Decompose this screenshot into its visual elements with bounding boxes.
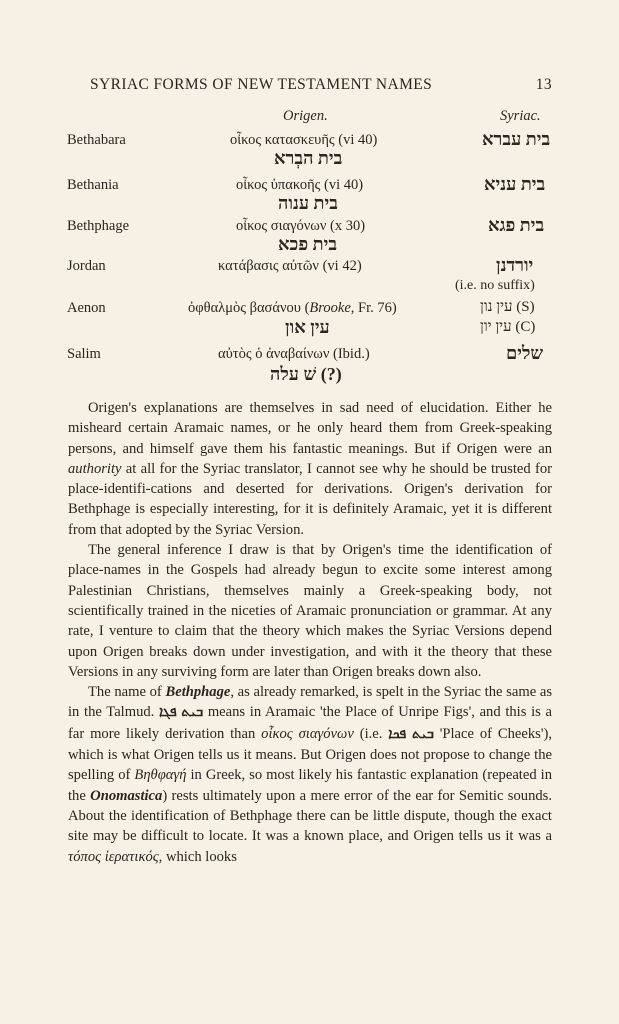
syriac-form: שלים: [506, 343, 544, 363]
table-row-sub: [0, 234, 619, 257]
place-name: Aenon: [67, 300, 106, 316]
origen-greek: ὀφθαλμὸς βασάνου (Brooke, Fr. 76): [188, 300, 397, 316]
greek-inline-3: τόπος ἱερατικός: [68, 848, 159, 865]
syriac-form: בית פגא: [488, 215, 545, 235]
origen-greek: οἶκος σιαγόνων (x 30): [236, 218, 366, 234]
origen-greek: οἶκος κατασκευῆς (vi 40): [230, 132, 378, 148]
syriac-form: יורדנן: [496, 255, 534, 275]
greek-inline-2: Βηθφαγή: [134, 767, 187, 784]
origen-hebrew: בית ענוה: [278, 193, 338, 213]
column-header-syriac: Syriac.: [500, 108, 541, 124]
table-row: [0, 343, 619, 366]
place-name: Bethphage: [67, 218, 130, 234]
origen-hebrew: בית פכא: [278, 234, 338, 254]
syriac-form-s: עין נון (S): [480, 299, 535, 315]
syriac-note: (i.e. no suffix): [455, 278, 535, 293]
syriac-form: בית עברא: [482, 129, 551, 149]
table-row-sub: [0, 317, 619, 340]
paragraph-2: The general inference I draw is that by Origen's time the identification of place-names in the Gospels had already begun to excite some interest among Palestinian Christians, themselves mainly a Greek-speaking body, not scientifically trained in the niceties of Aramaic pronunciation or grammar. At any rate, I venture to claim that the theory which makes the Syriac Versions depend upon Origen breaks down under investigation, and with it the theory that these Versions in any surviving form are later than Origen breaks down also.: [68, 542, 552, 680]
greek-inline-1: οἶκος σιαγόνων: [261, 725, 354, 742]
emphasis-authority: authority: [68, 460, 122, 477]
origen-greek: αὐτὸς ὁ ἀναβαίνων (Ibid.): [218, 346, 370, 362]
place-name: Salim: [67, 346, 101, 362]
place-name: Jordan: [67, 258, 106, 274]
column-header-origen: Origen.: [283, 108, 328, 124]
table-row-sub: [0, 193, 619, 216]
running-title: SYRIAC FORMS OF NEW TESTAMENT NAMES: [90, 76, 433, 93]
brooke-citation: Brooke: [309, 300, 351, 316]
paragraph-1: Origen's explanations are themselves in sad need of elucidation. Either he misheard certain Aramaic names, or he only heard them from Greek-speaking persons, and himself gave them his fantastic meanings. But if Origen were an authority at all for the Syriac translator, I cannot see why he should be trusted for place-identifi-cations and deserted for derivations. Origen's derivation for Bethphage is especially interesting, for it is definitely Aramaic, yet it is different from that adopted by the Syriac Version.: [68, 400, 552, 538]
syriac-inline-2: ܒܝܬ ܦܟܐ: [388, 726, 434, 742]
page-number: 13: [535, 76, 552, 93]
place-name: Bethabara: [67, 132, 126, 148]
origen-greek: οἶκος ὑπακοῆς (vi 40): [236, 177, 364, 193]
origen-greek: κατάβασις αὐτῶν (vi 42): [218, 258, 362, 274]
paragraph-3: The name of Bethphage, as already remarked, is spelt in the Syriac the same as in the Talmud. ܒܝܬ ܦܓܐ means in Aramaic 'the Place of Unripe Figs', and this is a far more likely derivation than οἶκος σιαγόνων (i.e. ܒܝܬ ܦܟܐ 'Place of Cheeks'), which is what Origen tells us it means. But Origen does not propose to change the spelling of Βηθφαγή in Greek, so most likely his fantastic explanation (repeated in the Onomastica) rests ultimately upon a mere error of the ear for Semitic sounds. About the identification of Bethphage there can be little dispute, though the exact site may be difficult to locate. It was a known place, and Origen tells us it was a τόπος ἱερατικός, which looks: [68, 684, 553, 865]
body-text: [68, 398, 552, 867]
origen-hebrew: עין און: [285, 317, 330, 337]
origen-hebrew: בית הבְרא: [274, 148, 343, 168]
term-onomastica: Onomastica: [90, 787, 163, 804]
syriac-form-c: עין יון (C): [480, 319, 536, 335]
table-row-sub: [0, 148, 619, 171]
origen-hebrew: שׁ עלה (?): [270, 364, 342, 384]
table-row: [0, 255, 619, 278]
syriac-form: בית עניא: [484, 174, 546, 194]
place-name: Bethania: [67, 177, 119, 193]
table-row-sub: [0, 278, 619, 298]
term-bethphage: Bethphage: [165, 684, 231, 701]
syriac-inline-1: ܒܝܬ ܦܓܐ: [159, 705, 204, 721]
table-row-sub: [0, 364, 619, 387]
